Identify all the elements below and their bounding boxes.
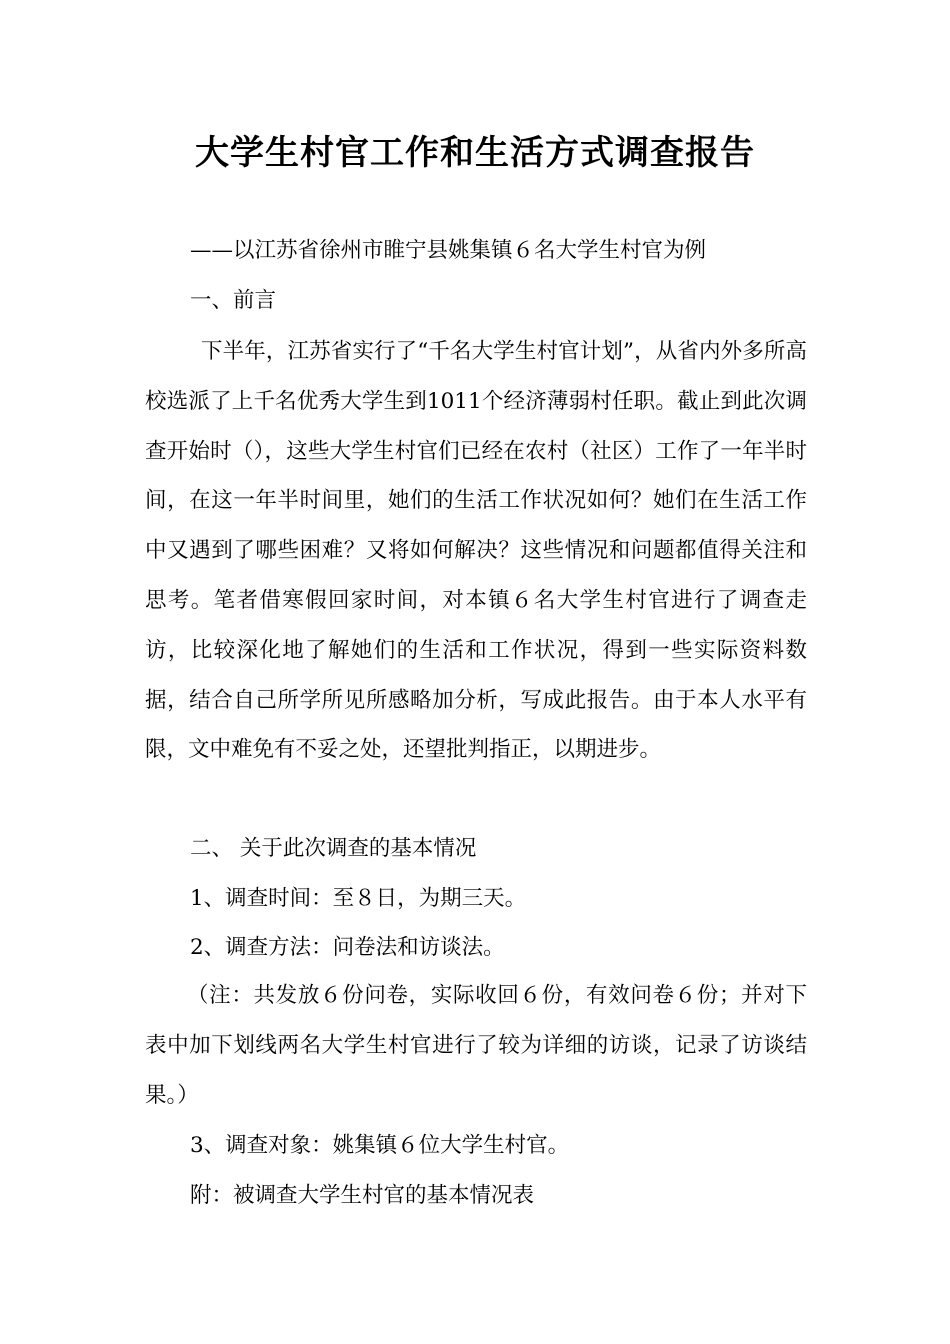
appendix-caption: 附：被调查大学生村官的基本情况表 [190, 1183, 535, 1208]
document-subtitle: ——以江苏省徐州市睢宁县姚集镇６名大学生村官为例 [190, 238, 707, 263]
survey-subject-item: 3、调查对象：姚集镇６位大学生村官。 [190, 1133, 570, 1158]
document-title: 大学生村官工作和生活方式调查报告 [195, 133, 755, 173]
section-heading-survey-basics: 二、 关于此次调查的基本情况 [190, 836, 477, 861]
survey-time-item: 1、调查时间：至８日，为期三天。 [190, 886, 527, 911]
survey-note-paragraph: （注：共发放６份问卷，实际收回６份，有效问卷６份；并对下表中加下划线两名大学生村官进行了较为详细的访谈，记录了访谈结果。） [145, 983, 807, 1108]
section-heading-preface: 一、前言 [190, 288, 277, 313]
preface-paragraph: 下半年，江苏省实行了“千名大学生村官计划”，从省内外多所高校选派了上千名优秀大学生到1011个经济薄弱村任职。截止到此次调查开始时（），这些大学生村官们已经在农村（社区）工作了一年半时间，在这一年半时间里，她们的生活工作状况如何？她们在生活工作中又遇到了哪些困难？又将如何解决？这些情况和问题都值得关注和思考。笔者借寒假回家时间，对本镇６名大学生村官进行了调查走访，比较深化地了解她们的生活和工作状况，得到一些实际资料数据，结合自己所学所见所感略加分析，写成此报告。由于本人水平有限，文中难免有不妥之处，还望批判指正，以期进步。 [145, 339, 807, 763]
survey-method-item: 2、调查方法：问卷法和访谈法。 [190, 935, 505, 960]
